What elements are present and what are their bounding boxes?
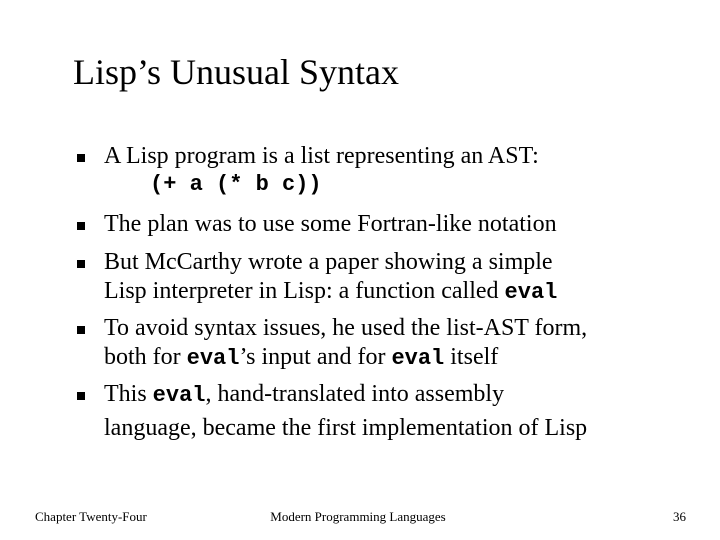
code-token: eval	[152, 383, 206, 408]
bullet-line	[104, 142, 539, 170]
code-token: eval	[504, 280, 558, 305]
footer-chapter: Chapter Twenty-Four	[35, 509, 147, 524]
footer-book-title: Modern Programming Languages	[270, 509, 446, 524]
bullet-line	[104, 343, 498, 373]
bullet-line	[104, 314, 587, 342]
bullet-marker-icon	[77, 326, 85, 334]
text-segment: The plan was to use some Fortran-like notation	[104, 211, 557, 237]
bullet-marker-icon	[77, 392, 85, 400]
code-token: eval	[391, 346, 445, 371]
text-segment: ’s input and for	[239, 344, 392, 370]
text-segment: A Lisp program is a list representing an AST:	[104, 143, 539, 169]
code-example	[150, 171, 322, 199]
text-segment: both for	[104, 344, 187, 370]
text-segment: itself	[444, 344, 499, 370]
text-segment: Lisp interpreter in Lisp: a function called	[104, 278, 505, 304]
text-segment: language, became the first implementation of Lisp	[104, 415, 588, 441]
text-segment: But McCarthy wrote a paper showing a simple	[104, 249, 553, 275]
bullet-marker-icon	[77, 154, 85, 162]
bullet-marker-icon	[77, 222, 85, 230]
bullet-line	[104, 248, 553, 276]
bullet-marker-icon	[77, 260, 85, 268]
code-token: (+ a (* b c))	[150, 172, 322, 197]
text-segment: This	[104, 381, 153, 407]
bullet-line	[104, 210, 557, 238]
slide-title: Lisp’s Unusual Syntax	[73, 52, 400, 92]
text-segment: , hand-translated into assembly	[205, 381, 505, 407]
text-segment: To avoid syntax issues, he used the list-AST form,	[104, 315, 588, 341]
footer-page-number: 36	[673, 509, 686, 524]
bullet-line	[104, 380, 504, 410]
code-token: eval	[186, 346, 240, 371]
bullet-line	[104, 414, 587, 442]
bullet-line	[104, 277, 557, 307]
